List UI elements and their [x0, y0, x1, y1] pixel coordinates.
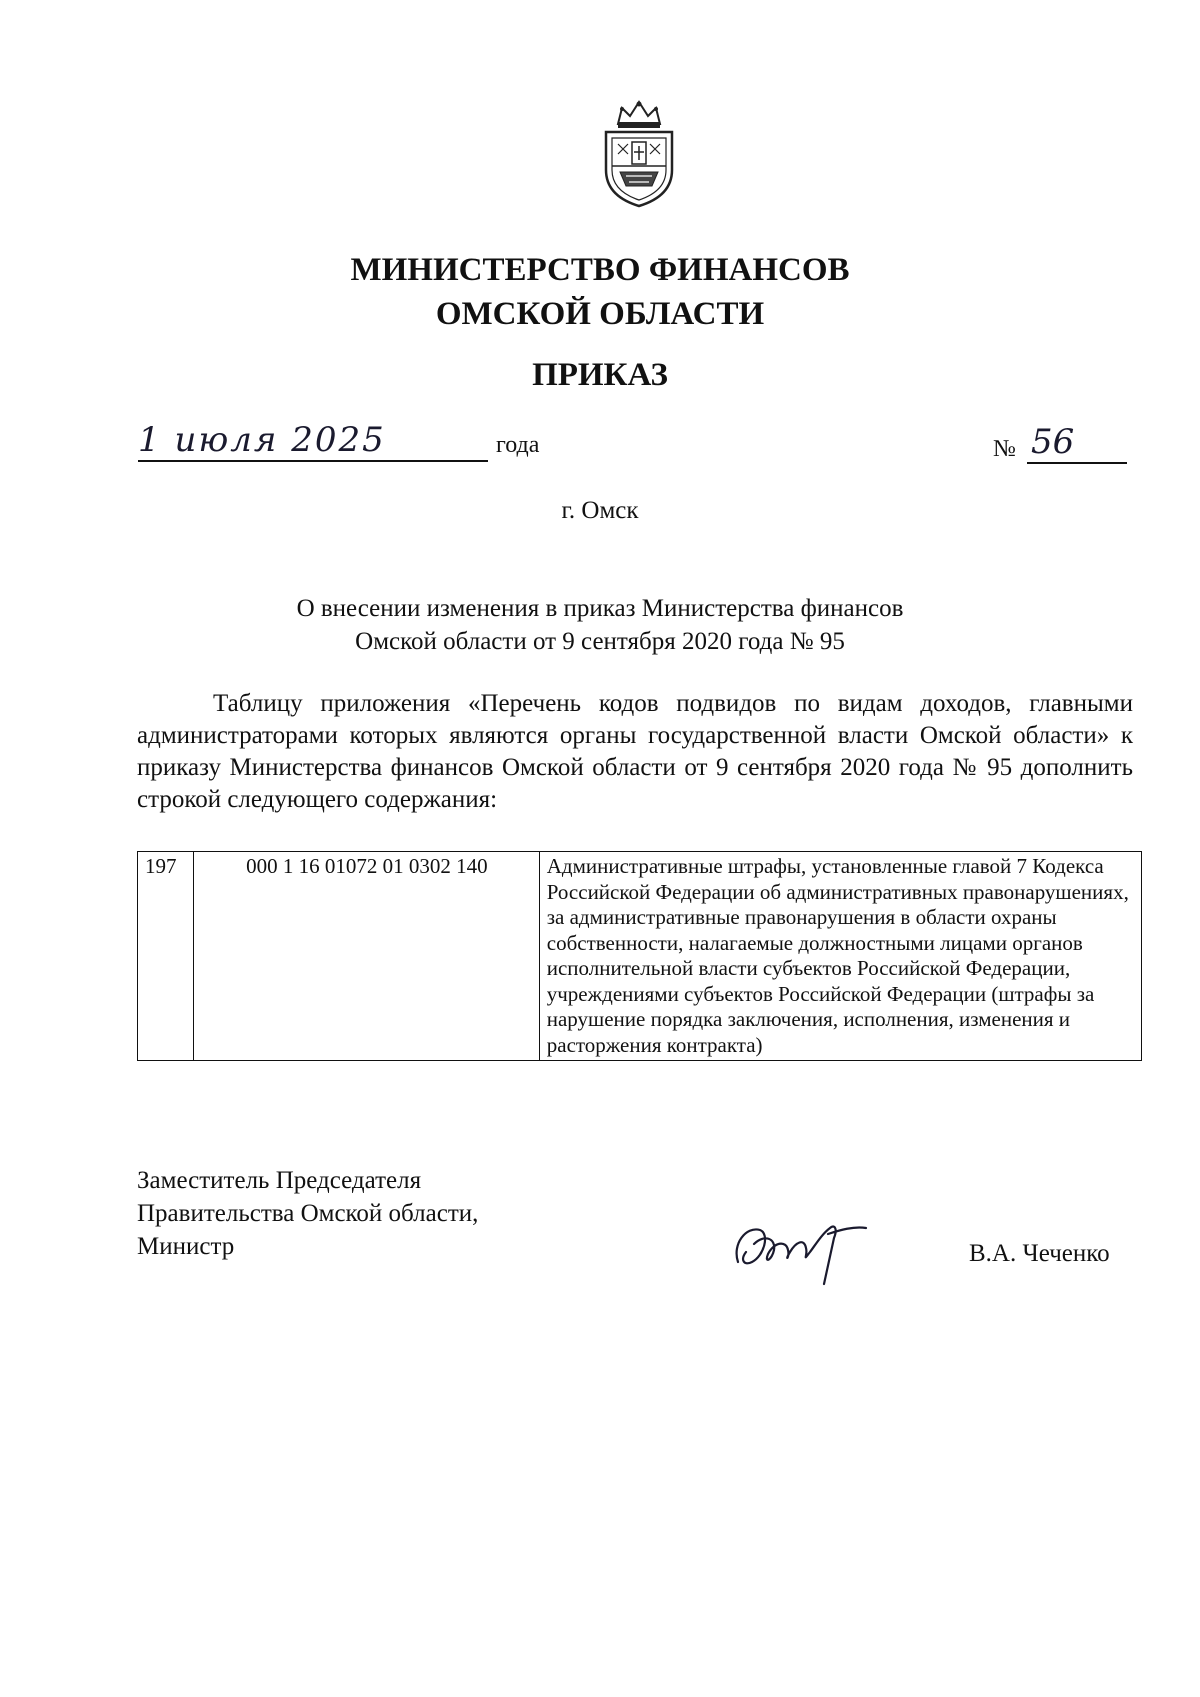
coat-of-arms-icon [596, 98, 682, 210]
handwritten-signature-icon [724, 1204, 884, 1294]
income-code-cell: 000 1 16 01072 01 0302 140 [193, 852, 539, 1061]
position-line3: Министр [137, 1233, 235, 1260]
date-handwritten: 1 июля 2025 [138, 420, 386, 460]
subject-line2: Омской области от 9 сентября 2020 года № 95 [355, 628, 845, 655]
description-cell: Административные штрафы, установленные главой 7 Кодекса Российской Федерации об административных правонарушениях, за административные правонарушения в области охраны собственности, налагаемые должностными лицами органов исполнительной власти субъектов Российской Федерации, учреждениями субъектов Российской Федерации (штрафы за нарушение порядка заключения, исполнения, изменения и расторжения контракта) [539, 852, 1141, 1061]
doc-number-field [993, 422, 1133, 466]
date-suffix: года [496, 432, 540, 458]
number-symbol: № [993, 436, 1016, 462]
amendment-table [137, 851, 1142, 1061]
body-paragraph: Таблицу приложения «Перечень кодов подвидов по видам доходов, главными администраторами которых являются органы государственной власти Омской области» к приказу Министерства финансов Омской области от 9 сентября 2020 года № 95 дополнить строкой следующего содержания: [137, 690, 1133, 813]
row-number-cell: 197 [138, 852, 194, 1061]
date-underline [138, 460, 488, 462]
doc-number-handwritten: 56 [1031, 422, 1075, 462]
position-line1: Заместитель Председателя [137, 1167, 422, 1194]
city: г. Омск [561, 497, 639, 524]
doc-type-title: ПРИКАЗ [532, 357, 668, 393]
position-line2: Правительства Омской области, [137, 1200, 479, 1227]
org-name-line1: МИНИСТЕРСТВО ФИНАНСОВ [350, 252, 850, 288]
table-row [138, 852, 1142, 1061]
subject-line1: О внесении изменения в приказ Министерства финансов [296, 595, 904, 622]
number-underline [1027, 462, 1127, 464]
org-name-line2: ОМСКОЙ ОБЛАСТИ [435, 296, 765, 332]
date-field [138, 420, 558, 466]
signer-position [137, 1164, 478, 1263]
subject-heading [0, 592, 1200, 658]
signer-name: В.А. Чеченко [969, 1240, 1110, 1267]
